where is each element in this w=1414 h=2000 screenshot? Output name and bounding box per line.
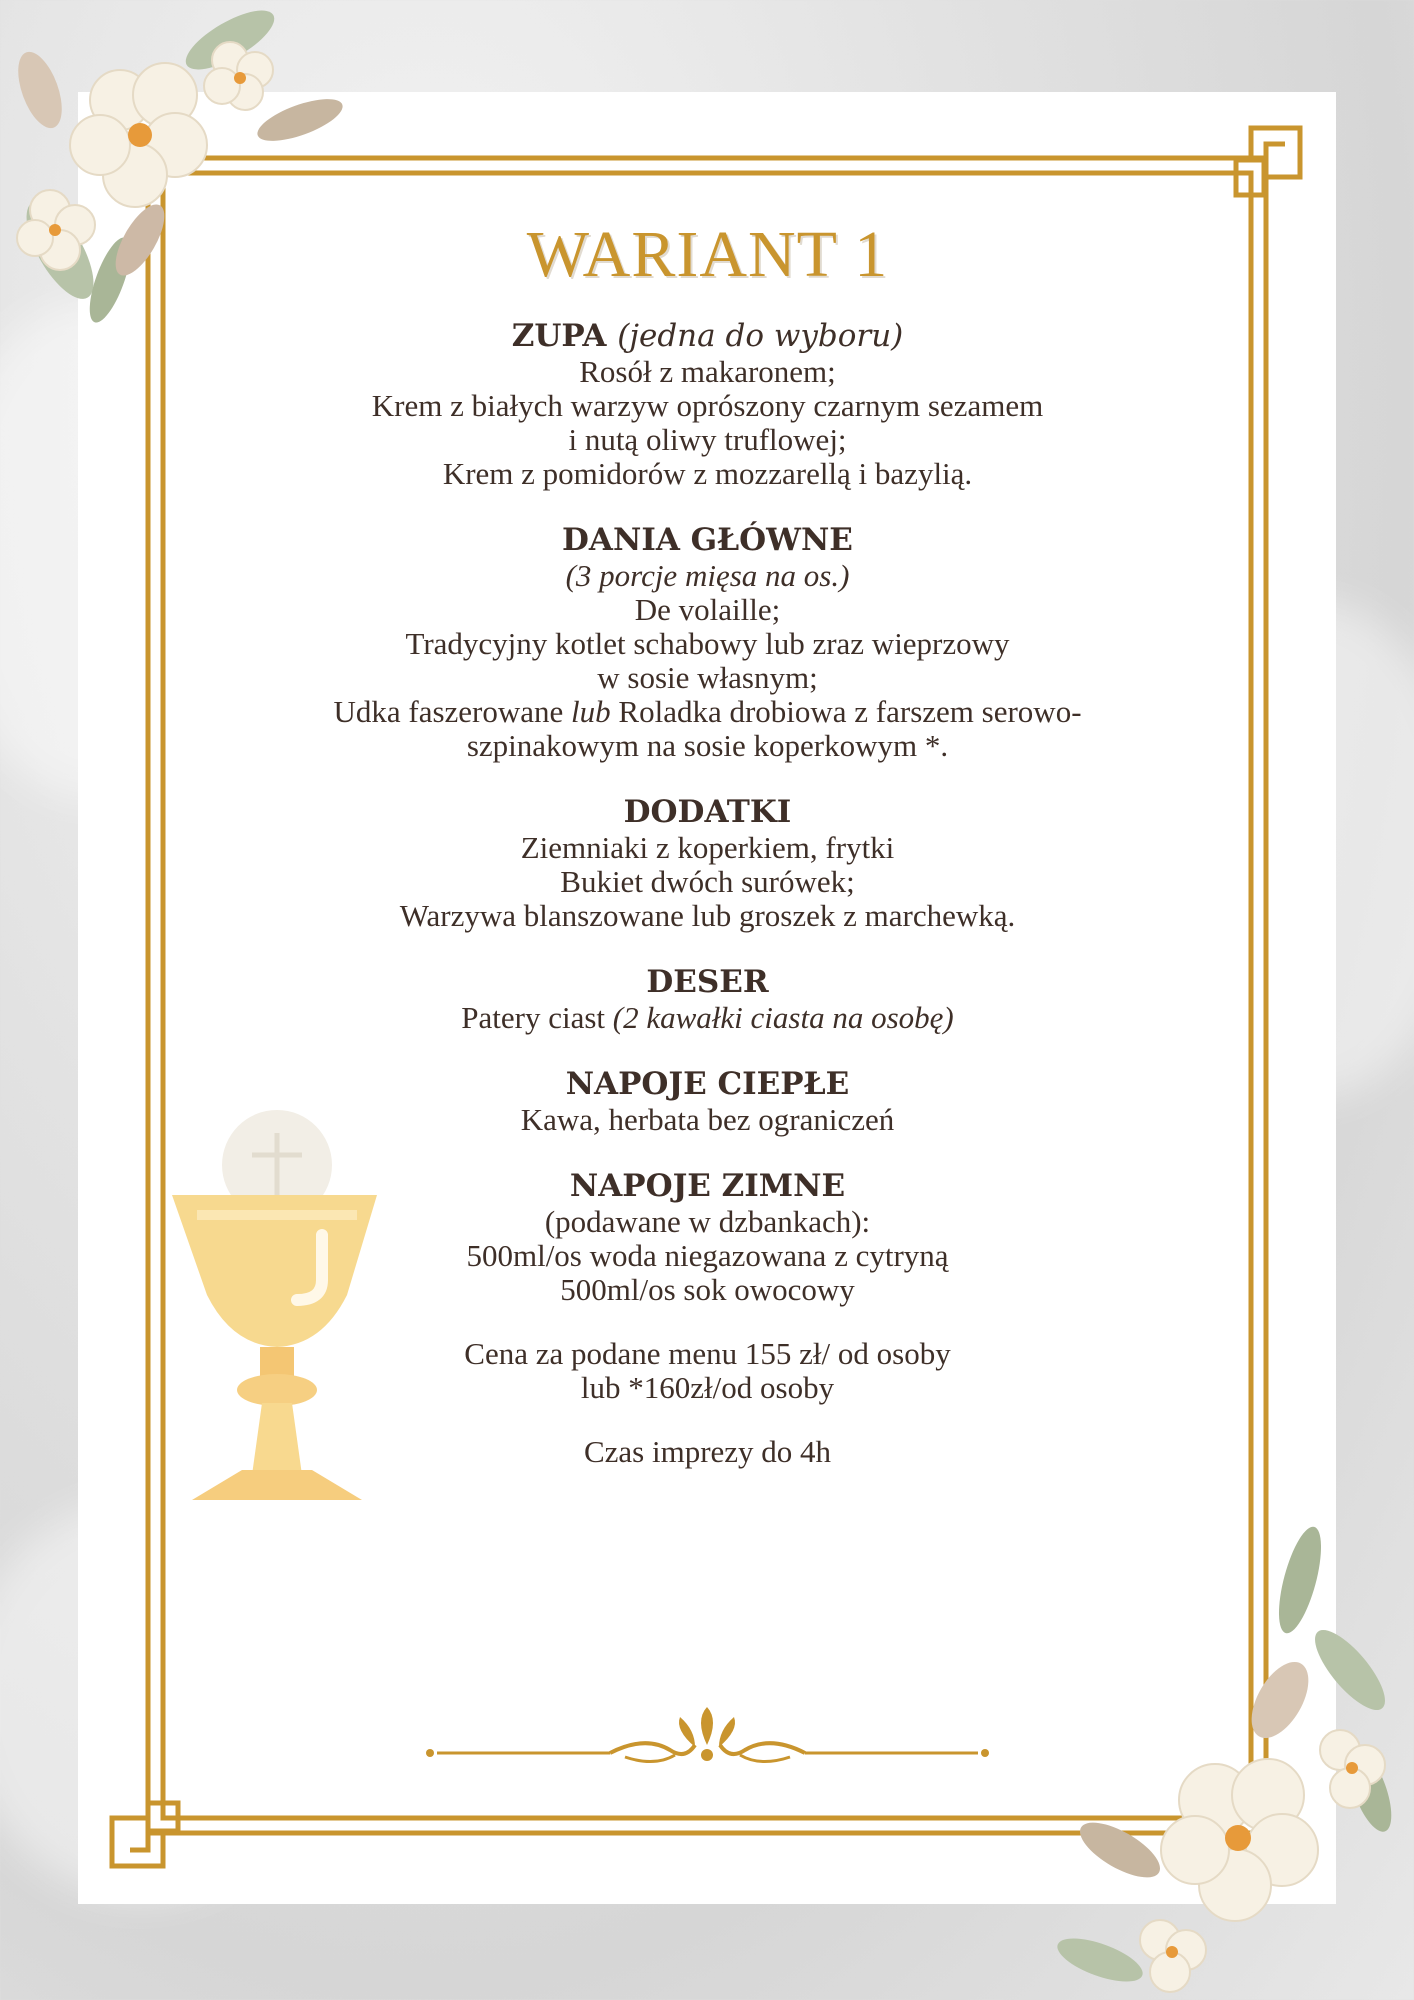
section-heading: DESER (646, 964, 769, 1000)
menu-line: Tradycyjny kotlet schabowy lub zraz wieprzowy (405, 626, 1010, 661)
section-zupa (220, 317, 1195, 491)
menu-line: Rosół z makaronem; (579, 354, 836, 389)
section-heading: ZUPA (jedna do wyboru) (511, 318, 904, 354)
menu-line: i nutą oliwy truflowej; (568, 422, 847, 457)
menu-line: Kawa, herbata bez ograniczeń (520, 1102, 895, 1137)
section-deser (220, 963, 1195, 1035)
menu-line: Krem z białych warzyw oprószony czarnym sezamem (371, 388, 1044, 423)
menu-line: 500ml/os woda niegazowana z cytryną (466, 1238, 949, 1273)
menu-line: Warzywa blanszowane lub groszek z marchewką. (399, 898, 1016, 933)
menu-line: Ziemniaki z koperkiem, frytki (520, 830, 895, 865)
section-napoje-zimne (220, 1167, 1195, 1307)
menu-line: (podawane w dzbankach): (544, 1204, 871, 1239)
menu-line: w sosie własnym; (597, 660, 818, 695)
section-heading: DANIA GŁÓWNE (562, 522, 853, 558)
section-dodatki (220, 793, 1195, 933)
menu-line: Udka faszerowane lub Roladka drobiowa z farszem serowo- (333, 694, 1082, 729)
ornament-divider-icon (425, 1705, 990, 1775)
flower-bouquet-icon (1010, 1520, 1414, 2000)
menu-line: Krem z pomidorów z mozzarellą i bazylią. (442, 456, 973, 491)
menu-line: szpinakowym na sosie koperkowym *. (466, 728, 949, 763)
heading-note: (jedna do wyboru) (617, 318, 904, 354)
menu-line: Patery ciast (2 kawałki ciasta na osobę) (461, 1000, 954, 1035)
section-napoje-cieple (220, 1065, 1195, 1137)
section-heading: DODATKI (623, 794, 792, 830)
menu-content (220, 215, 1195, 1499)
section-subheading: (3 porcje mięsa na os.) (565, 558, 850, 593)
menu-line: 500ml/os sok owocowy (560, 1272, 855, 1307)
section-dania-glowne (220, 521, 1195, 763)
duration-info (220, 1435, 1195, 1469)
price-info (220, 1337, 1195, 1405)
section-heading: NAPOJE ZIMNE (569, 1168, 846, 1204)
duration-line: Czas imprezy do 4h (583, 1434, 832, 1469)
price-line: lub *160zł/od osoby (580, 1370, 835, 1405)
section-heading: NAPOJE CIEPŁE (565, 1066, 850, 1102)
page-title: WARIANT 1 (526, 218, 889, 291)
menu-line: Bukiet dwóch surówek; (560, 864, 855, 899)
price-line: Cena za podane menu 155 zł/ od osoby (464, 1336, 951, 1371)
menu-line: De volaille; (634, 592, 781, 627)
